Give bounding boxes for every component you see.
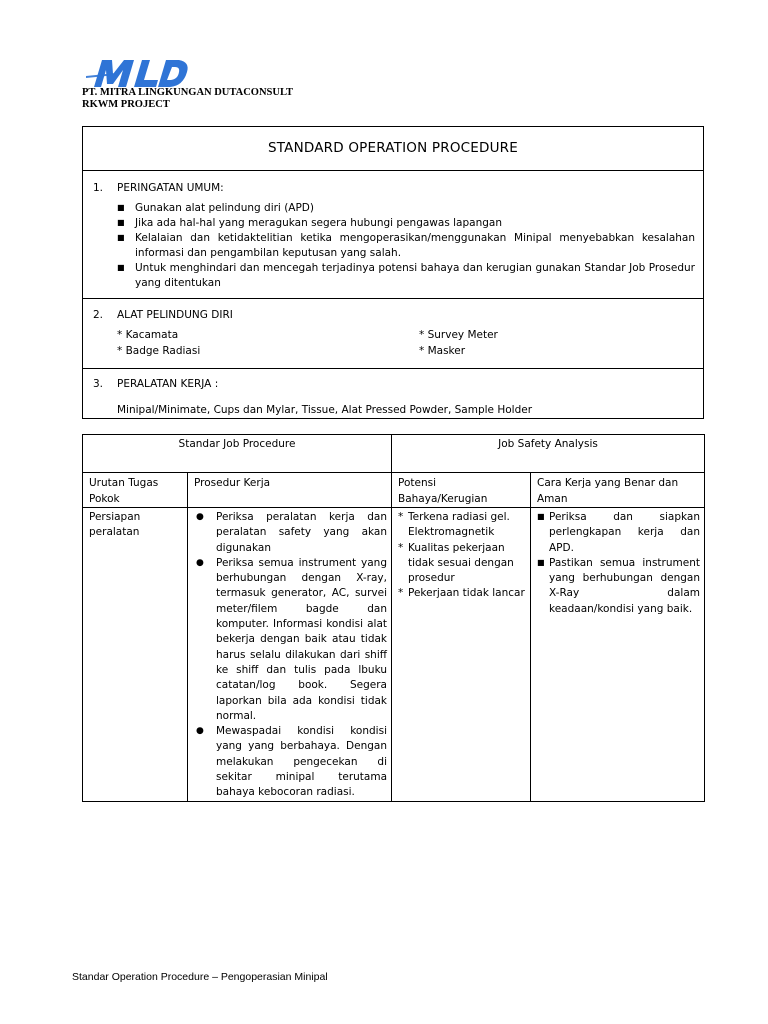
star-bullet-icon: * (398, 511, 404, 523)
equipment-text: Minipal/Minimate, Cups dan Mylar, Tissue, Alat Pressed Powder, Sample Holder (117, 404, 533, 416)
page-footer: Standar Operation Procedure – Pengoperasian Minipal (72, 971, 328, 983)
list-item: ■ Jika ada hal-hal yang meragukan segera hubungi pengawas lapangan (117, 217, 502, 229)
star-bullet-icon: * (398, 541, 404, 554)
section-number: 1. (93, 182, 104, 194)
section-number: 2. (93, 309, 104, 321)
project-name: RKWM PROJECT (82, 99, 170, 110)
sop-title: STANDARD OPERATION PROCEDURE (83, 127, 703, 171)
ppe-item: * Survey Meter (419, 329, 498, 341)
list-item: ■ Pastikan semua instrument yang berhubungan dengan X-Ray dalam keadaan/kondisi yang baik. (537, 556, 700, 617)
company-name: PT. MITRA LINGKUNGAN DUTACONSULT (82, 87, 293, 98)
square-bullet-icon: ■ (117, 233, 125, 242)
column-header: Potensi Bahaya/Kerugian (392, 473, 531, 508)
list-item: ■ Untuk menghindari dan mencegah terjadinya potensi bahaya dan kerugian gunakan Standar Job Prosedur yang ditentukan (117, 262, 695, 289)
company-block (82, 87, 293, 111)
safe-method-cell (531, 508, 705, 802)
table-row (83, 508, 705, 802)
square-bullet-icon: ■ (117, 218, 125, 227)
dot-bullet-icon: ● (196, 726, 204, 737)
task-cell: Persiapan peralatan (83, 508, 188, 802)
list-item: * Kualitas pekerjaan tidak sesuai dengan prosedur (398, 541, 526, 587)
column-header: Prosedur Kerja (188, 473, 392, 508)
list-item: ■ Periksa dan siapkan perlengkapan kerja dan APD. (537, 510, 700, 556)
square-bullet-icon: ■ (117, 203, 125, 212)
list-item: ■ Gunakan alat pelindung diri (APD) (117, 202, 314, 214)
column-header: Urutan Tugas Pokok (83, 473, 188, 508)
procedure-cell (188, 508, 392, 802)
section-work-equipment (83, 369, 703, 421)
sop-box (82, 126, 704, 419)
section-general-warning (83, 171, 703, 299)
group-header: Job Safety Analysis (392, 435, 705, 473)
section-ppe (83, 299, 703, 369)
square-bullet-icon: ■ (537, 512, 545, 521)
section-number: 3. (93, 378, 104, 390)
list-item: ■ Kelalaian dan ketidaktelitian ketika mengoperasikan/menggunakan Minipal menyebabkan kesalahan informasi dan pengambilan keputusan yang salah. (117, 232, 695, 259)
dot-bullet-icon: ● (196, 557, 204, 568)
list-item: ● Mewaspadai kondisi kondisi yang yang berbahaya. Dengan melakukan pengecekan di sekitar minipal terutama bahaya kebocoran radiasi. (194, 724, 387, 800)
group-header: Standar Job Procedure (83, 435, 392, 473)
hazard-cell (392, 508, 531, 802)
ppe-item: * Badge Radiasi (117, 344, 201, 357)
warning-list (117, 201, 695, 291)
star-bullet-icon: * (398, 587, 404, 600)
section-heading: PERALATAN KERJA : (117, 378, 219, 390)
jsa-table (82, 434, 705, 802)
column-header: Cara Kerja yang Benar dan Aman (531, 473, 705, 508)
list-item: * Pekerjaan tidak lancar (398, 586, 526, 601)
section-heading: PERINGATAN UMUM: (117, 182, 224, 194)
section-heading: ALAT PELINDUNG DIRI (117, 309, 233, 321)
ppe-item: * Masker (419, 344, 466, 357)
list-item: ● Periksa semua instrument yang berhubungan dengan X-ray, termasuk generator, AC, survei meter/filem bagde dan komputer. Informasi kondisi alat bekerja dengan baik atau tidak harus selalu dilakukan dari shiff ke shiff dan tulis pada lbuku catatan/log book. Segera laporkan bila ada kondisi tidak normal. (194, 556, 387, 724)
list-item: * Terkena radiasi gel. Elektromagnetik (398, 510, 526, 541)
list-item: ● Periksa peralatan kerja dan peralatan safety yang akan digunakan (194, 510, 387, 556)
square-bullet-icon: ■ (537, 557, 545, 567)
ppe-list (117, 328, 695, 359)
dot-bullet-icon: ● (196, 512, 204, 522)
ppe-item: * Kacamata (117, 329, 179, 341)
company-logo (86, 56, 190, 90)
logo-shape-icon (86, 60, 188, 87)
square-bullet-icon: ■ (117, 263, 125, 272)
